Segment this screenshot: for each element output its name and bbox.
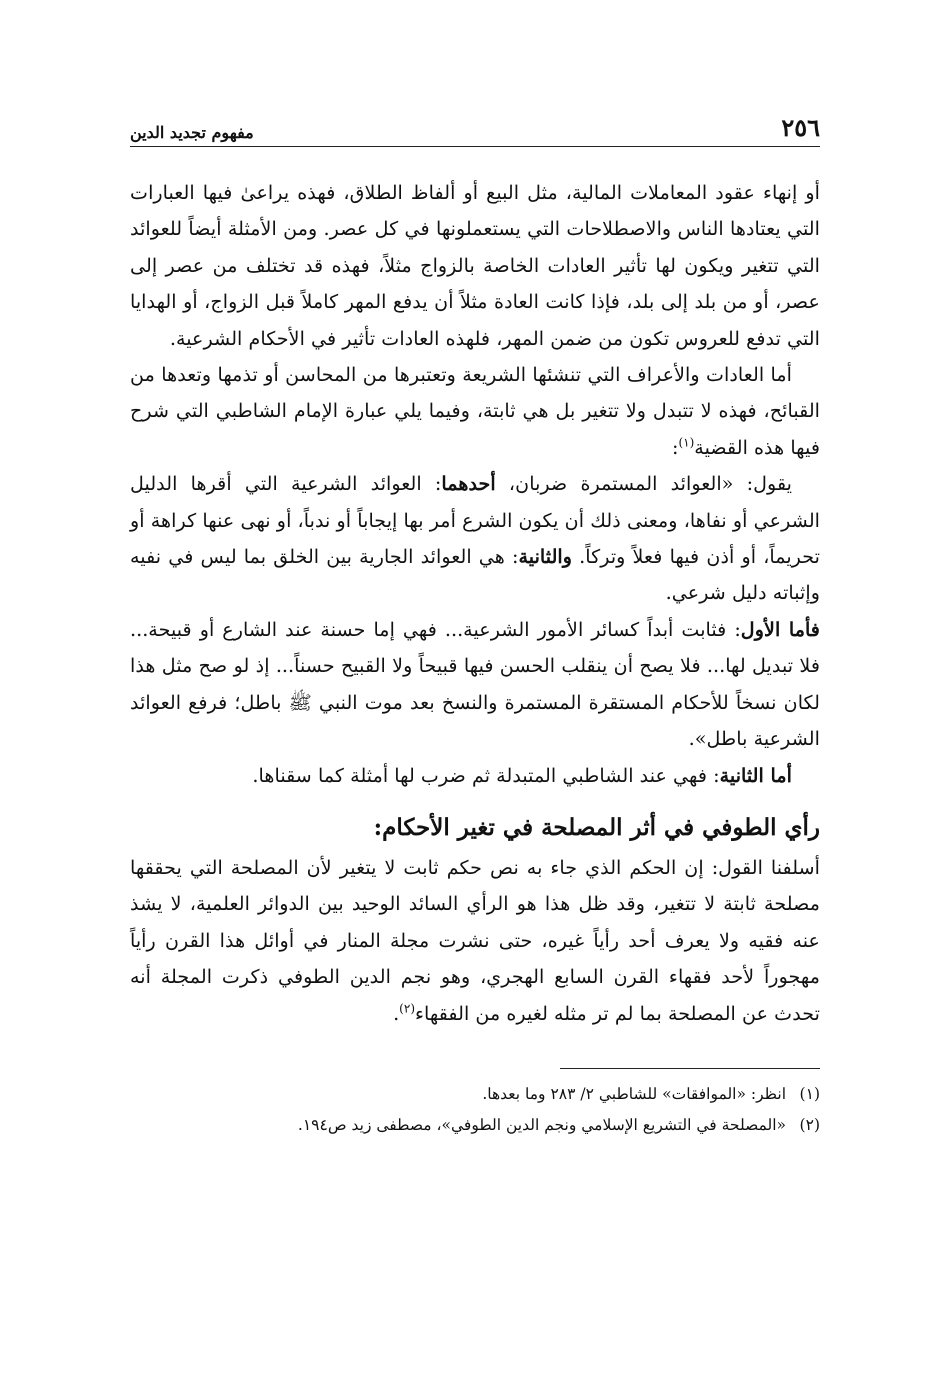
running-title: مفهوم تجديد الدين (130, 123, 254, 142)
footnote-2-number: (٢) (799, 1115, 820, 1134)
paragraph-2-end: : (672, 435, 679, 459)
footnotes (130, 1079, 820, 1141)
paragraph-6 (130, 850, 820, 1032)
page-header (130, 108, 820, 147)
paragraph-2 (130, 357, 820, 466)
paragraph-6-end: . (393, 1001, 400, 1025)
paragraph-2-text: أما العادات والأعراف التي تنشئها الشريعة وتعتبرها من المحاسن أو تذمها وتعدها من القبائح، فهذه لا تتبدل ولا تتغير بل هي ثابتة، وفيما يلي عبارة الإمام الشاطبي التي شرح فيها هذه القضية (130, 363, 820, 459)
bold-term-first: أحدهما (441, 472, 496, 496)
quote-body-2: : هي العوائد الجارية بين الخلق بما ليس في نفيه وإثباته دليل شرعي. (130, 545, 820, 605)
footnote-1-number: (١) (799, 1084, 820, 1103)
paragraph-4 (130, 612, 820, 758)
paragraph-4-text: : فثابت أبداً كسائر الأمور الشرعية... فهي إما حسنة عند الشارع أو قبيحة... فلا تبديل لها... فلا يصح أن ينقلب الحسن فيها قبيحاً ولا القبيح حسناً... إذ لو صح مثل هذا لكان نسخاً للأحكام المستقرة المستمرة والنسخ بعد موت النبي ﷺ باطل؛ فرفع العوائد الشرعية باطل». (130, 617, 820, 751)
footnote-ref-2: (٢) (399, 1001, 415, 1016)
bold-term-second-type: أما الثانية (719, 763, 792, 787)
footnote-2 (130, 1110, 820, 1141)
footnote-divider (560, 1068, 820, 1069)
page-number: ٢٥٦ (781, 113, 820, 142)
footnote-2-text: «المصلحة في التشريع الإسلامي ونجم الدين الطوفي»، مصطفى زيد ص١٩٤. (297, 1115, 786, 1134)
paragraph-5 (130, 758, 820, 794)
paragraph-3-quote (130, 466, 820, 612)
bold-term-first-type: فأما الأول (740, 617, 820, 641)
paragraph-6-text: أسلفنا القول: إن الحكم الذي جاء به نص حكم ثابت لا يتغير لأن المصلحة التي يحققها مصلحة ثابتة لا تتغير، وقد ظل هذا هو الرأي السائد الوحيد بين الدوائر العلمية، لا يشذ عنه فقيه ولا يعرف أحد رأياً غيره، حتى نشرت مجلة المنار في أوائل هذا القرن رأياً مهجوراً لأحد فقهاء القرن السابع الهجري، وهو نجم الدين الطوفي ذكرت المجلة أنه تحدث عن المصلحة بما لم تر مثله لغيره من الفقهاء (130, 855, 820, 1025)
footnote-1-text: انظر: «الموافقات» للشاطبي ٢/ ٢٨٣ وما بعدها. (482, 1084, 786, 1103)
footnote-1 (130, 1079, 820, 1110)
paragraph-5-text: : فهي عند الشاطبي المتبدلة ثم ضرب لها أمثلة كما سقناها. (252, 763, 720, 787)
footnote-ref-1: (١) (678, 435, 695, 450)
book-page (130, 108, 820, 1141)
paragraph-1: أو إنهاء عقود المعاملات المالية، مثل البيع أو ألفاظ الطلاق، فهذه يراعىٰ فيها العبارات التي يعتادها الناس والاصطلاحات التي يستعملونها في كل عصر. ومن الأمثلة أيضاً للعوائد التي تتغير ويكون لها تأثير العادات الخاصة بالزواج مثلاً، فهذه قد تختلف من عصر إلى عصر، أو من بلد إلى بلد، فإذا كانت العادة مثلاً أن يدفع المهر كاملاً قبل الزواج، أو الهدايا التي تدفع للعروس تكون من ضمن المهر، فلهذه العادات تأثير في الأحكام الشرعية. (130, 181, 820, 350)
quote-body-1: : العوائد الشرعية التي أقرها الدليل الشرعي أو نفاها، ومعنى ذلك أن يكون الشرع أمر بها إيجاباً أو ندباً، أو نهى عنها كراهة أو تحريماً، أو أذن فيها فعلاً وتركاً. (130, 472, 820, 569)
bold-term-second: والثانية (518, 545, 573, 569)
body-text (130, 175, 820, 1032)
quote-intro: يقول: «العوائد المستمرة ضربان، (495, 472, 792, 496)
section-heading: رأي الطوفي في أثر المصلحة في تغير الأحكام: (373, 813, 820, 841)
